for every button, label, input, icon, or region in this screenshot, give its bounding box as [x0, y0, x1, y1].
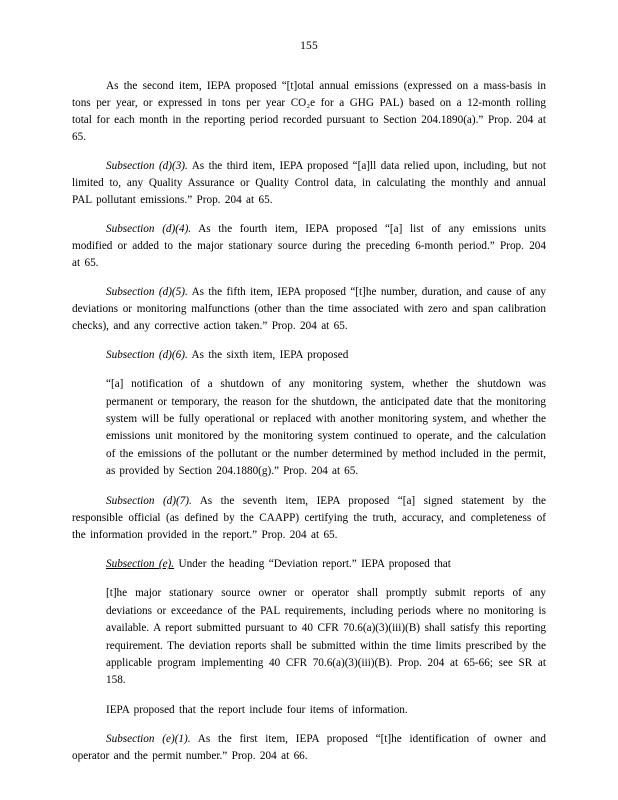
paragraph-6-section-label: Subsection (d)(7).: [106, 495, 192, 508]
paragraph-4: [72, 284, 546, 335]
paragraph-1: [72, 78, 546, 146]
paragraph-9: [72, 731, 546, 765]
block-quote-1-text: “[a] notification of a shutdown of any monitoring system, whether the shutdown was permanent or temporary, the reason for the shutdown, the anticipated date that the monitoring system will be fully operational or replaced with another monitoring system, and whether the emissions unit monitored by the monitoring system continued to operate, and the calculation of the emissions of the pollutant or the number determined by method included in the permit, as provided by Section 204.1880(g).” Prop. 204 at 65.: [106, 378, 546, 478]
paragraph-6-text: As the seventh item, IEPA proposed “[a] signed statement by the responsible official (as defined by the CAAPP) certifying the truth, accuracy, and completeness of the information provided in the report.” Prop. 204 at 65.: [72, 495, 546, 542]
paragraph-2-section-label: Subsection (d)(3).: [106, 160, 188, 173]
paragraph-5: [72, 347, 546, 364]
block-quote-2: [106, 585, 546, 689]
paragraph-5-section-label: Subsection (d)(6).: [106, 349, 188, 362]
paragraph-2: [72, 158, 546, 209]
paragraph-9-section-label: Subsection (e)(1).: [106, 732, 191, 745]
paragraph-3-text: As the fourth item, IEPA proposed “[a] list of any emissions units modified or added to the major stationary source during the preceding 6-month period.” Prop. 204 at 65.: [72, 223, 547, 270]
paragraph-8-text: IEPA proposed that the report include four items of information.: [106, 703, 408, 716]
block-quote-2-text: [t]he major stationary source owner or operator shall promptly submit reports of any deviations or exceedance of the PAL requirements, including periods where no monitoring is available. A report submitted pursuant to 40 CFR 70.6(a)(3)(iii)(B) shall satisfy this reporting requirement. The deviation reports shall be submitted within the time limits prescribed by the applicable program implementing 40 CFR 70.6(a)(3)(iii)(B). Prop. 204 at 65-66; see SR at 158.: [106, 587, 546, 687]
paragraph-4-text: As the fifth item, IEPA proposed “[t]he number, duration, and cause of any deviations or monitoring malfunctions (other than the time associated with zero and span calibration checks), and any corrective action taken.” Prop. 204 at 65.: [72, 286, 546, 333]
paragraph-5-text: As the sixth item, IEPA proposed: [191, 349, 349, 362]
paragraph-3-section-label: Subsection (d)(4).: [106, 223, 192, 236]
paragraph-8: [72, 702, 546, 719]
paragraph-2-text: As the third item, IEPA proposed “[a]ll data relied upon, including, but not limited to, any Quality Assurance or Quality Control data, in calculating the monthly and annual PAL pollutant emissions.” Prop. 204 at 65.: [72, 160, 546, 207]
paragraph-7: [72, 556, 546, 573]
page-number: 155: [300, 40, 318, 52]
paragraph-7-section-label: Subsection (e).: [106, 558, 175, 571]
paragraph-1-text: As the second item, IEPA proposed “[t]otal annual emissions (expressed on a mass-basis in tons per year, or expressed in tons per year CO₂e for a GHG PAL) based on a 12-month rolling total for each month in the reporting period recorded pursuant to Section 204.1890(a).” Prop. 204 at 65.: [72, 80, 546, 144]
paragraph-6: [72, 493, 546, 544]
paragraph-4-section-label: Subsection (d)(5).: [106, 286, 188, 299]
paragraph-7-text: Under the heading “Deviation report.” IEPA proposed that: [178, 558, 451, 571]
paragraph-3: [72, 221, 546, 272]
block-quote-1: [106, 376, 546, 480]
paragraph-9-text: As the first item, IEPA proposed “[t]he identification of owner and operator and the permit number.” Prop. 204 at 66.: [72, 732, 546, 762]
